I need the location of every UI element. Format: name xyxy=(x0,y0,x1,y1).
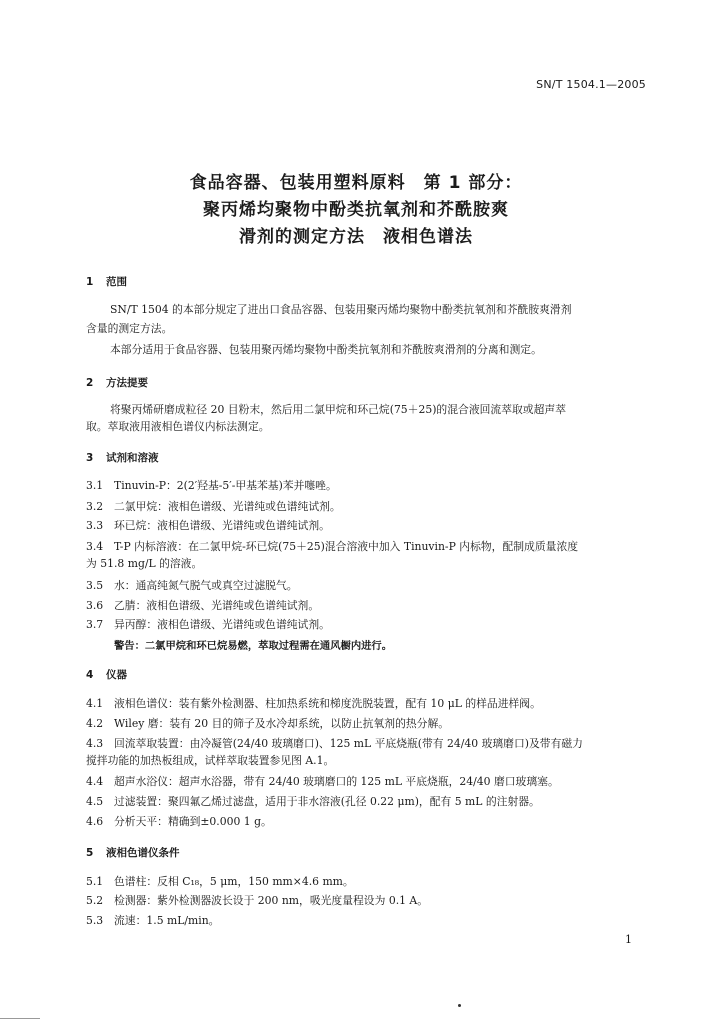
list-item: 5.3 流速：1.5 mL/min。 xyxy=(86,914,220,927)
list-item: 4.1 液相色谱仪：装有紫外检测器、柱加热系统和梯度洗脱装置，配有 10 μL 的样品进样阀。 xyxy=(86,697,541,710)
section-title: 方法提要 xyxy=(106,377,148,389)
paragraph: SN/T 1504 的本部分规定了进出口食品容器、包装用聚丙烯均聚物中酚类抗氧剂和芥酰胺爽滑剂 xyxy=(110,303,572,316)
paragraph-continuation: 搅拌功能的加热板组成，试样萃取装置参见图 A.1。 xyxy=(86,754,335,767)
page-number: 1 xyxy=(625,933,632,946)
list-item: 4.2 Wiley 磨：装有 20 目的筛子及水冷却系统，以防止抗氧剂的热分解。 xyxy=(86,717,450,730)
section-number: 4 xyxy=(86,669,94,681)
list-item: 3.4 T-P 内标溶液：在二氯甲烷-环已烷(75＋25)混合溶液中加入 Tinuvin-P 内标物，配制成质量浓度 xyxy=(86,540,579,553)
list-item: 4.3 回流萃取装置：由冷凝管(24/40 玻璃磨口)、125 mL 平底烧瓶(带有 24/40 玻璃磨口)及带有磁力 xyxy=(86,737,583,750)
list-item: 3.2 二氯甲烷：液相色谱级、光谱纯或色谱纯试剂。 xyxy=(86,500,341,513)
paragraph-continuation: 取。萃取液用液相色谱仪内标法测定。 xyxy=(86,420,270,433)
list-item: 4.5 过滤装置：聚四氟乙烯过滤盘，适用于非水溶液(孔径 0.22 μm)，配有 5 mL 的注射器。 xyxy=(86,795,540,808)
scan-artifact xyxy=(458,1004,461,1007)
title-line-3: 滑剂的测定方法 液相色谱法 xyxy=(239,227,473,247)
standard-number: SN/T 1504.1—2005 xyxy=(536,78,646,91)
scan-artifact xyxy=(0,1018,40,1019)
section-5-heading xyxy=(86,845,180,860)
section-1-heading xyxy=(86,274,127,289)
section-4-heading xyxy=(86,667,127,682)
list-item: 3.7 异丙醇：液相色谱级、光谱纯或色谱纯试剂。 xyxy=(86,618,330,631)
list-item: 3.3 环已烷：液相色谱级、光谱纯或色谱纯试剂。 xyxy=(86,519,330,532)
list-item: 4.6 分析天平：精确到±0.000 1 g。 xyxy=(86,815,272,828)
paragraph-continuation: 为 51.8 mg/L 的溶液。 xyxy=(86,557,203,570)
section-title: 范围 xyxy=(106,276,127,288)
paragraph-continuation: 含量的测定方法。 xyxy=(86,322,173,335)
warning-note: 警告：二氯甲烷和环已烷易燃，萃取过程需在通风橱内进行。 xyxy=(114,640,393,652)
paragraph: 将聚丙烯研磨成粒径 20 目粉末，然后用二氯甲烷和环己烷(75＋25)的混合液回流萃取或超声萃 xyxy=(110,403,566,416)
section-number: 1 xyxy=(86,276,94,288)
list-item: 5.1 色谱柱：反相 C₁₈，5 μm，150 mm×4.6 mm。 xyxy=(86,875,354,888)
list-item: 4.4 超声水浴仪：超声水浴器，带有 24/40 玻璃磨口的 125 mL 平底烧瓶，24/40 磨口玻璃塞。 xyxy=(86,775,559,788)
section-number: 3 xyxy=(86,452,94,464)
list-item: 3.6 乙腈：液相色谱级、光谱纯或色谱纯试剂。 xyxy=(86,599,320,612)
list-item: 5.2 检测器：紫外检测器波长设于 200 nm，吸光度量程设为 0.1 A。 xyxy=(86,894,429,907)
title-line-1: 食品容器、包装用塑料原料 第 1 部分： xyxy=(189,173,523,193)
section-number: 2 xyxy=(86,377,94,389)
section-title: 试剂和溶液 xyxy=(106,452,159,464)
section-number: 5 xyxy=(86,847,94,859)
paragraph: 本部分适用于食品容器、包装用聚丙烯均聚物中酚类抗氧剂和芥酰胺爽滑剂的分离和测定。 xyxy=(110,343,542,356)
document-title xyxy=(0,170,712,251)
title-line-2: 聚丙烯均聚物中酚类抗氧剂和芥酰胺爽 xyxy=(203,200,509,220)
section-3-heading xyxy=(86,450,159,465)
section-2-heading xyxy=(86,375,148,390)
section-title: 仪器 xyxy=(106,669,127,681)
list-item: 3.5 水：通高纯氮气脱气或真空过滤脱气。 xyxy=(86,579,298,592)
list-item: 3.1 Tinuvin-P：2(2′羟基-5′-甲基苯基)苯并噻唑。 xyxy=(86,479,337,492)
section-title: 液相色谱仪条件 xyxy=(106,847,180,859)
